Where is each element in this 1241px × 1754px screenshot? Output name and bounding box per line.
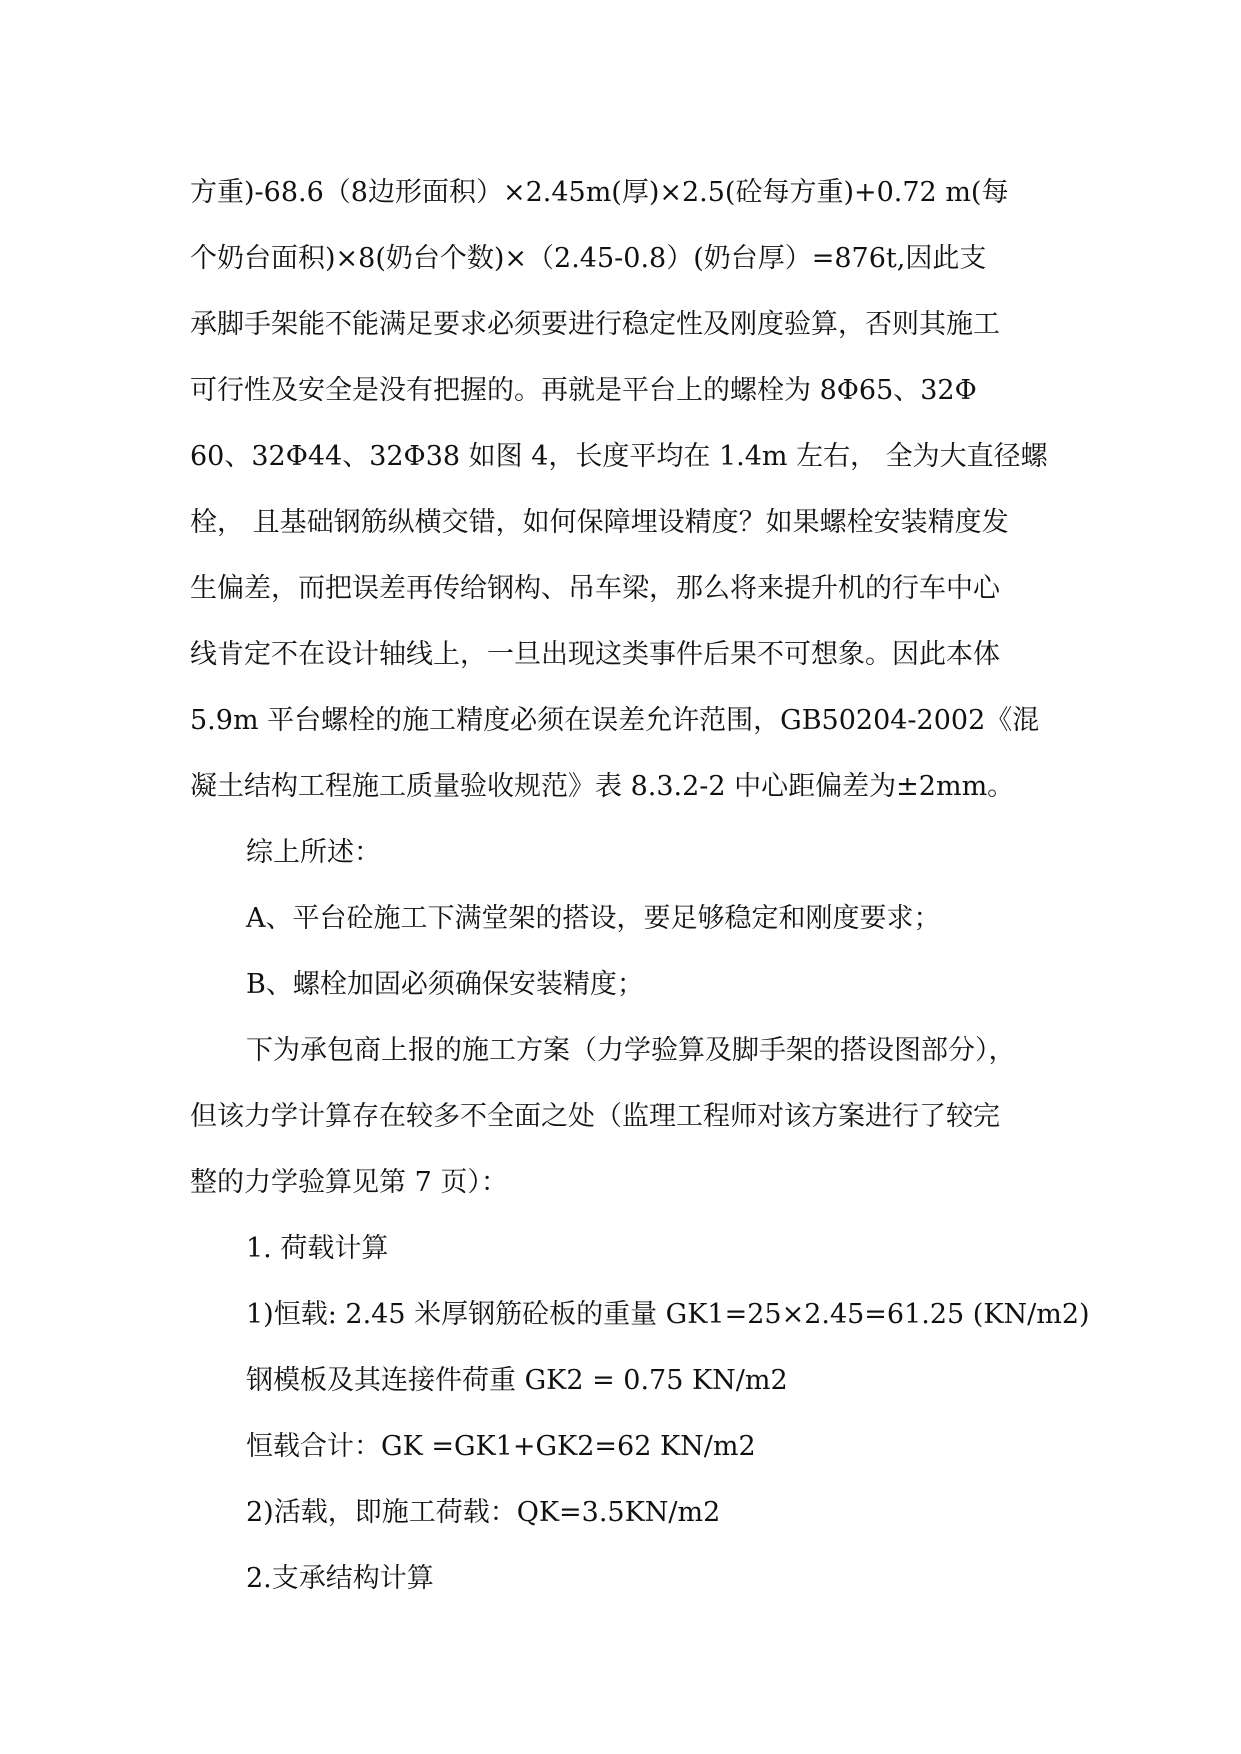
paragraph-line: 凝土结构工程施工质量验收规范》表 8.3.2-2 中心距偏差为±2mm。 bbox=[190, 771, 1015, 802]
formwork-load-line: 钢模板及其连接件荷重 GK2 = 0.75 KN/m2 bbox=[246, 1365, 788, 1396]
section-heading-load-calculation: 1. 荷载计算 bbox=[246, 1233, 389, 1264]
paragraph-line: 但该力学计算存在较多不全面之处（监理工程师对该方案进行了较完 bbox=[190, 1101, 1000, 1132]
dead-load-total-line: 恒载合计：GK =GK1+GK2=62 KN/m2 bbox=[246, 1431, 756, 1462]
paragraph-line: 栓， 且基础钢筋纵横交错，如何保障埋设精度？如果螺栓安装精度发 bbox=[190, 507, 1009, 538]
live-load-line: 2)活载，即施工荷载：QK=3.5KN/m2 bbox=[246, 1497, 721, 1528]
summary-heading: 综上所述： bbox=[246, 837, 381, 868]
paragraph-line: 线肯定不在设计轴线上，一旦出现这类事件后果不可想象。因此本体 bbox=[190, 639, 1000, 670]
document-body bbox=[190, 160, 1090, 1612]
section-heading-support-structure: 2.支承结构计算 bbox=[246, 1563, 434, 1594]
dead-load-line: 1)恒载: 2.45 米厚钢筋砼板的重量 GK1=25×2.45=61.25 (KN/m2) bbox=[246, 1299, 1090, 1330]
paragraph-line: 承脚手架能不能满足要求必须要进行稳定性及刚度验算，否则其施工 bbox=[190, 309, 1000, 340]
paragraph-line: 下为承包商上报的施工方案（力学验算及脚手架的搭设图部分）， bbox=[246, 1035, 1016, 1066]
summary-item-a: A、平台砼施工下满堂架的搭设，要足够稳定和刚度要求； bbox=[246, 903, 941, 934]
paragraph-line: 5.9m 平台螺栓的施工精度必须在误差允许范围，GB50204-2002《混 bbox=[190, 705, 1040, 736]
paragraph-line: 个奶台面积)×8(奶台个数)×（2.45-0.8）(奶台厚）=876t,因此支 bbox=[190, 243, 987, 274]
summary-item-b: B、螺栓加固必须确保安装精度； bbox=[246, 969, 644, 1000]
paragraph-line: 整的力学验算见第 7 页）： bbox=[190, 1167, 508, 1198]
paragraph-line: 60、32Φ44、32Φ38 如图 4，长度平均在 1.4m 左右， 全为大直径螺 bbox=[190, 441, 1048, 472]
paragraph-line: 方重)-68.6（8边形面积）×2.45m(厚)×2.5(砼每方重)+0.72 m(每 bbox=[190, 177, 1009, 208]
paragraph-line: 可行性及安全是没有把握的。再就是平台上的螺栓为 8Φ65、32Φ bbox=[190, 375, 977, 406]
paragraph-line: 生偏差，而把误差再传给钢构、吊车梁，那么将来提升机的行车中心 bbox=[190, 573, 1000, 604]
